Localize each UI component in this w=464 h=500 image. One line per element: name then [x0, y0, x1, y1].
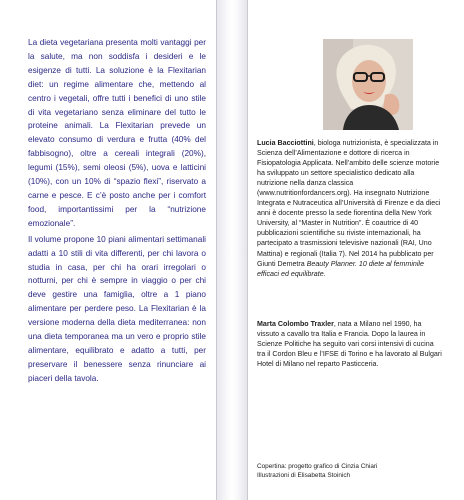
bio-text-a: , biologa nutrizionista, è specializzata in Scienza dell’Alimentazione e dottore di ricerca in Fisiopatologia Applicata. Nell’ambito delle scienze motorie ha sviluppato un settore specialistico dedicato alla nutrizione nella danza classica (www.nutritionfordancers.org). Ha insegnato Nutrizione Integrata e Nutraceutica all’Università di Firenze e da dieci anni è docente presso la sede fiorentina della New York University, al “Master in Nutrition”. È coautrice di 40 pubblicazioni scientifiche su riviste internazionali, ha partecipato a trasmissioni televisive nazionali (RAI, Uno Mattina) e regionali (Italia 7). Nel 2014 ha pubblicato per Giunti Demetra: [257, 139, 441, 268]
cover-credit: Copertina: progetto grafico di Cinzia Chiari: [257, 463, 378, 470]
description-paragraph-2: Il volume propone 10 piani alimentari settimanali adatti a 10 stili di vita differenti, per chi lavora o studia in casa, per chi ha orari irregolari o notturni, per chi è sempre in viaggio o per chi deve gestire una famiglia, oltre a 1 piano alimentare per perdere peso. La Flexitarian è la versione moderna della dieta mediterranea: non una dieta temporanea ma un vero e proprio stile alimentare, equilibrato e adatto a tutti, per preservare il benessere senza rinunciare ai piaceri della tavola.: [28, 234, 206, 383]
bio-text-traxler: , nata a Milano nel 1990, ha vissuto a cavallo tra Italia e Francia. Dopo la laurea in Scienze Politiche ha seguito vari corsi intensivi di cucina tra il Cordon Bleu e l’IFSE di Torino e ha lavorato al Bulgari Hotel di Milano nel reparto Pasticceria.: [257, 320, 442, 369]
bio-text-b: .: [323, 269, 326, 278]
author-name-bacciottini: Lucia Bacciottini: [257, 139, 314, 147]
spine-fold: [216, 0, 248, 500]
author-photo: [323, 39, 413, 130]
illustration-credit: Illustrazioni di Elisabetta Stoinich: [257, 472, 351, 479]
description-paragraph-1: La dieta vegetariana presenta molti vantaggi per la salute, ma non soddisfa i desideri e le esigenze di tutti. La soluzione è la Flexitarian diet: un regime alimentare che, mettendo al centro i vegetali, offre tutti i benefici di uno stile di vita vegetariano senza eliminare del tutto le proteine animali. La Flexitarian prevede un elevato consumo di verdura e frutta (40% del fabbisogno), oltre a cereali integrali (20%), legumi (15%), semi oleosi (5%), uova e latticini (10%), con un 10% di “spazio flexi”, riservato a carne e pesce. E c’è posto anche per i comfort food, importantissimi per la “nutrizione emozionale”.: [28, 38, 206, 228]
book-description: [28, 36, 206, 386]
left-flap: [0, 0, 216, 500]
fold-line-left: [216, 0, 217, 500]
author-bio-traxler: [257, 319, 443, 369]
author-name-traxler: Marta Colombo Traxler: [257, 320, 334, 328]
book-title: Beauty Planner. 10 diete al femminile efficaci ed equilibrate: [257, 259, 424, 278]
credits: [257, 462, 443, 480]
author-bio-bacciottini: [257, 138, 443, 279]
